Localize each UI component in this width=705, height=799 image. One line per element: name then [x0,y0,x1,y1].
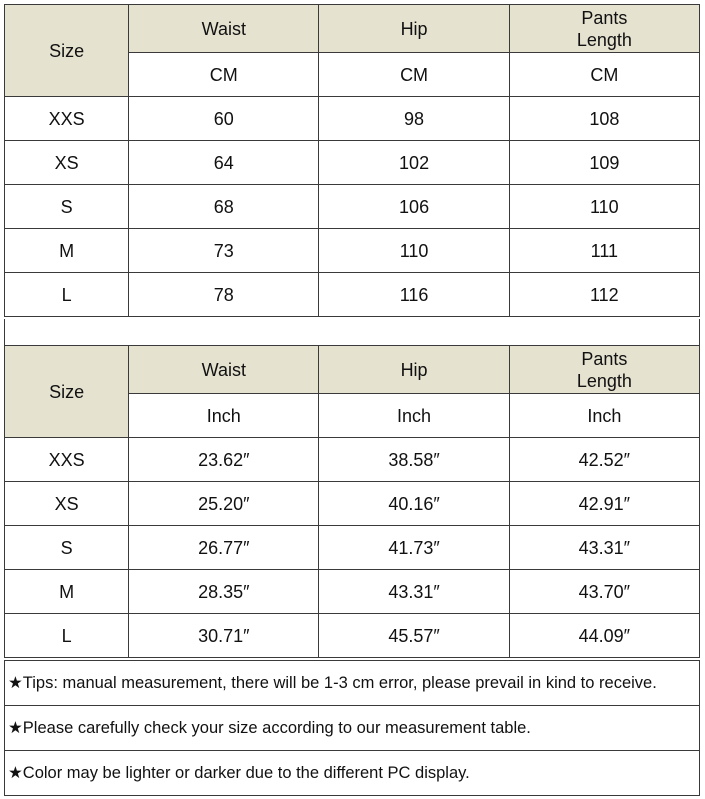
pants-length-cell: 112 [509,273,699,317]
pants-length-column-header: Pants Length [509,5,699,53]
waist-column-header: Waist [129,346,319,394]
size-cell: S [5,526,129,570]
size-table-inch [4,345,700,658]
hip-cell: 116 [319,273,509,317]
waist-unit: Inch [129,394,319,438]
hip-unit: Inch [319,394,509,438]
hip-cell: 43.31″ [319,570,509,614]
pants-length-unit: Inch [509,394,699,438]
size-cell: M [5,570,129,614]
tip-check-size: ★Please carefully check your size according to our measurement table. [5,706,700,751]
size-cell: XS [5,482,129,526]
waist-cell: 60 [129,97,319,141]
pants-length-cell: 43.31″ [509,526,699,570]
table-row [5,570,700,614]
size-cell: L [5,273,129,317]
hip-cell: 38.58″ [319,438,509,482]
hip-cell: 40.16″ [319,482,509,526]
size-column-header: Size [5,5,129,97]
table-row [5,526,700,570]
size-cell: XS [5,141,129,185]
table-row [5,482,700,526]
hip-unit: CM [319,53,509,97]
pants-length-cell: 109 [509,141,699,185]
waist-cell: 23.62″ [129,438,319,482]
waist-column-header: Waist [129,5,319,53]
size-column-header: Size [5,346,129,438]
pants-length-column-header: Pants Length [509,346,699,394]
pants-length-cell: 43.70″ [509,570,699,614]
hip-cell: 110 [319,229,509,273]
hip-cell: 41.73″ [319,526,509,570]
waist-unit: CM [129,53,319,97]
waist-cell: 28.35″ [129,570,319,614]
hip-column-header: Hip [319,5,509,53]
table-spacer [4,319,700,345]
pants-length-cell: 44.09″ [509,614,699,658]
hip-column-header: Hip [319,346,509,394]
hip-cell: 102 [319,141,509,185]
tip-color-variance: ★Color may be lighter or darker due to the different PC display. [5,751,700,796]
pants-length-cell: 111 [509,229,699,273]
size-cell: M [5,229,129,273]
waist-cell: 30.71″ [129,614,319,658]
table-row [5,141,700,185]
waist-cell: 78 [129,273,319,317]
table-row [5,229,700,273]
pants-length-cell: 110 [509,185,699,229]
table-row [5,614,700,658]
waist-cell: 26.77″ [129,526,319,570]
pants-length-cell: 42.91″ [509,482,699,526]
table-row [5,97,700,141]
size-cell: S [5,185,129,229]
hip-cell: 45.57″ [319,614,509,658]
table-row [5,273,700,317]
tip-measurement-error: ★Tips: manual measurement, there will be 1-3 cm error, please prevail in kind to receive. [5,661,700,706]
table-row [5,438,700,482]
waist-cell: 64 [129,141,319,185]
waist-cell: 68 [129,185,319,229]
size-cell: XXS [5,438,129,482]
pants-length-unit: CM [509,53,699,97]
pants-length-cell: 42.52″ [509,438,699,482]
hip-cell: 106 [319,185,509,229]
size-table-cm [4,4,700,317]
pants-length-cell: 108 [509,97,699,141]
size-cell: XXS [5,97,129,141]
waist-cell: 73 [129,229,319,273]
size-cell: L [5,614,129,658]
table-row [5,185,700,229]
tips-list [4,660,700,796]
hip-cell: 98 [319,97,509,141]
waist-cell: 25.20″ [129,482,319,526]
